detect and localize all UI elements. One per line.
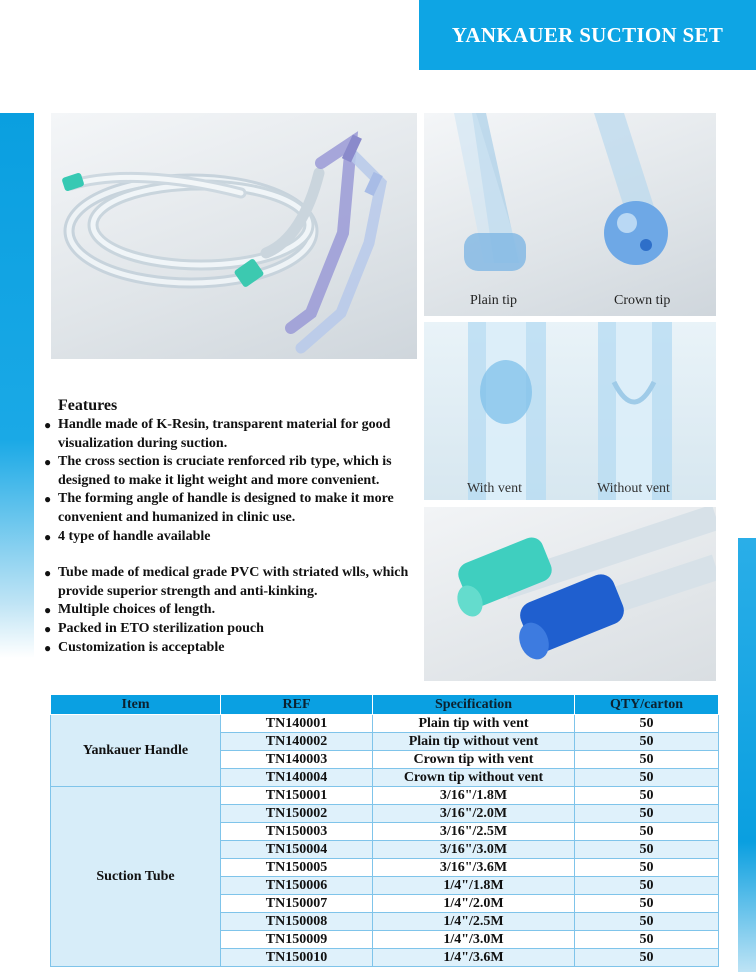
qty-cell: 50	[575, 733, 719, 751]
ref-cell: TN150005	[221, 859, 373, 877]
ref-cell: TN150006	[221, 877, 373, 895]
ref-cell: TN150008	[221, 913, 373, 931]
qty-cell: 50	[575, 805, 719, 823]
column-header-qty: QTY/carton	[575, 695, 719, 715]
right-accent-bar	[738, 538, 756, 972]
specification-cell: 3/16"/2.0M	[373, 805, 575, 823]
features-heading: Features	[58, 397, 118, 414]
qty-cell: 50	[575, 859, 719, 877]
page-title: YANKAUER SUCTION SET	[419, 0, 756, 70]
vent-photo	[424, 322, 716, 500]
ref-cell: TN150010	[221, 949, 373, 967]
feature-item: ● Handle made of K-Resin, transparent material for good visualization during suction.	[44, 416, 419, 453]
specification-cell: 1/4"/1.8M	[373, 877, 575, 895]
group-name-cell: Suction Tube	[51, 787, 221, 967]
tips-photo	[424, 113, 716, 316]
table-row	[51, 787, 719, 805]
specification-cell: 3/16"/3.6M	[373, 859, 575, 877]
ref-cell: TN140001	[221, 715, 373, 733]
specification-cell: 1/4"/3.6M	[373, 949, 575, 967]
feature-item: ● The forming angle of handle is designed to make it more convenient and humanized in clinic use.	[44, 490, 419, 527]
column-header-item: Item	[51, 695, 221, 715]
qty-cell: 50	[575, 949, 719, 967]
group-name-cell: Yankauer Handle	[51, 715, 221, 787]
qty-cell: 50	[575, 769, 719, 787]
specification-cell: Plain tip without vent	[373, 733, 575, 751]
qty-cell: 50	[575, 751, 719, 769]
specification-cell: 1/4"/3.0M	[373, 931, 575, 949]
specification-cell: 1/4"/2.5M	[373, 913, 575, 931]
specification-cell: Plain tip with vent	[373, 715, 575, 733]
ref-cell: TN140004	[221, 769, 373, 787]
caption-without-vent: Without vent	[597, 481, 670, 496]
specification-cell: 3/16"/2.5M	[373, 823, 575, 841]
ref-cell: TN150002	[221, 805, 373, 823]
table-body	[51, 715, 719, 967]
ref-cell: TN150003	[221, 823, 373, 841]
caption-crown-tip: Crown tip	[614, 293, 671, 308]
column-header-ref: REF	[221, 695, 373, 715]
table-header-row	[51, 695, 719, 715]
feature-item: ● Multiple choices of length.	[44, 601, 419, 620]
qty-cell: 50	[575, 841, 719, 859]
qty-cell: 50	[575, 823, 719, 841]
qty-cell: 50	[575, 877, 719, 895]
ref-cell: TN150004	[221, 841, 373, 859]
specification-cell: 3/16"/1.8M	[373, 787, 575, 805]
qty-cell: 50	[575, 787, 719, 805]
qty-cell: 50	[575, 913, 719, 931]
caption-with-vent: With vent	[467, 481, 523, 496]
feature-item: ● The cross section is cruciate renforced rib type, which is designed to make it light weight and more convenient.	[44, 453, 419, 490]
feature-item: ● Customization is acceptable	[44, 639, 419, 658]
feature-item: ● Tube made of medical grade PVC with striated wlls, which provide superior strength and anti-kinking.	[44, 564, 419, 601]
feature-item: ● 4 type of handle available	[44, 528, 419, 547]
ref-cell: TN150001	[221, 787, 373, 805]
ref-cell: TN150009	[221, 931, 373, 949]
specification-cell: 3/16"/3.0M	[373, 841, 575, 859]
qty-cell: 50	[575, 715, 719, 733]
specification-cell: Crown tip with vent	[373, 751, 575, 769]
feature-item: ● Packed in ETO sterilization pouch	[44, 620, 419, 639]
features-list	[44, 416, 419, 657]
specification-table	[50, 694, 719, 967]
left-accent-bar	[0, 113, 34, 658]
features-section	[44, 396, 419, 657]
ref-cell: TN140003	[221, 751, 373, 769]
table-row	[51, 715, 719, 733]
caption-plain-tip: Plain tip	[470, 293, 518, 308]
product-photo-main	[51, 113, 417, 359]
specification-cell: Crown tip without vent	[373, 769, 575, 787]
qty-cell: 50	[575, 931, 719, 949]
column-header-specification: Specification	[373, 695, 575, 715]
ref-cell: TN140002	[221, 733, 373, 751]
specification-cell: 1/4"/2.0M	[373, 895, 575, 913]
connector-photo	[424, 507, 716, 681]
qty-cell: 50	[575, 895, 719, 913]
ref-cell: TN150007	[221, 895, 373, 913]
